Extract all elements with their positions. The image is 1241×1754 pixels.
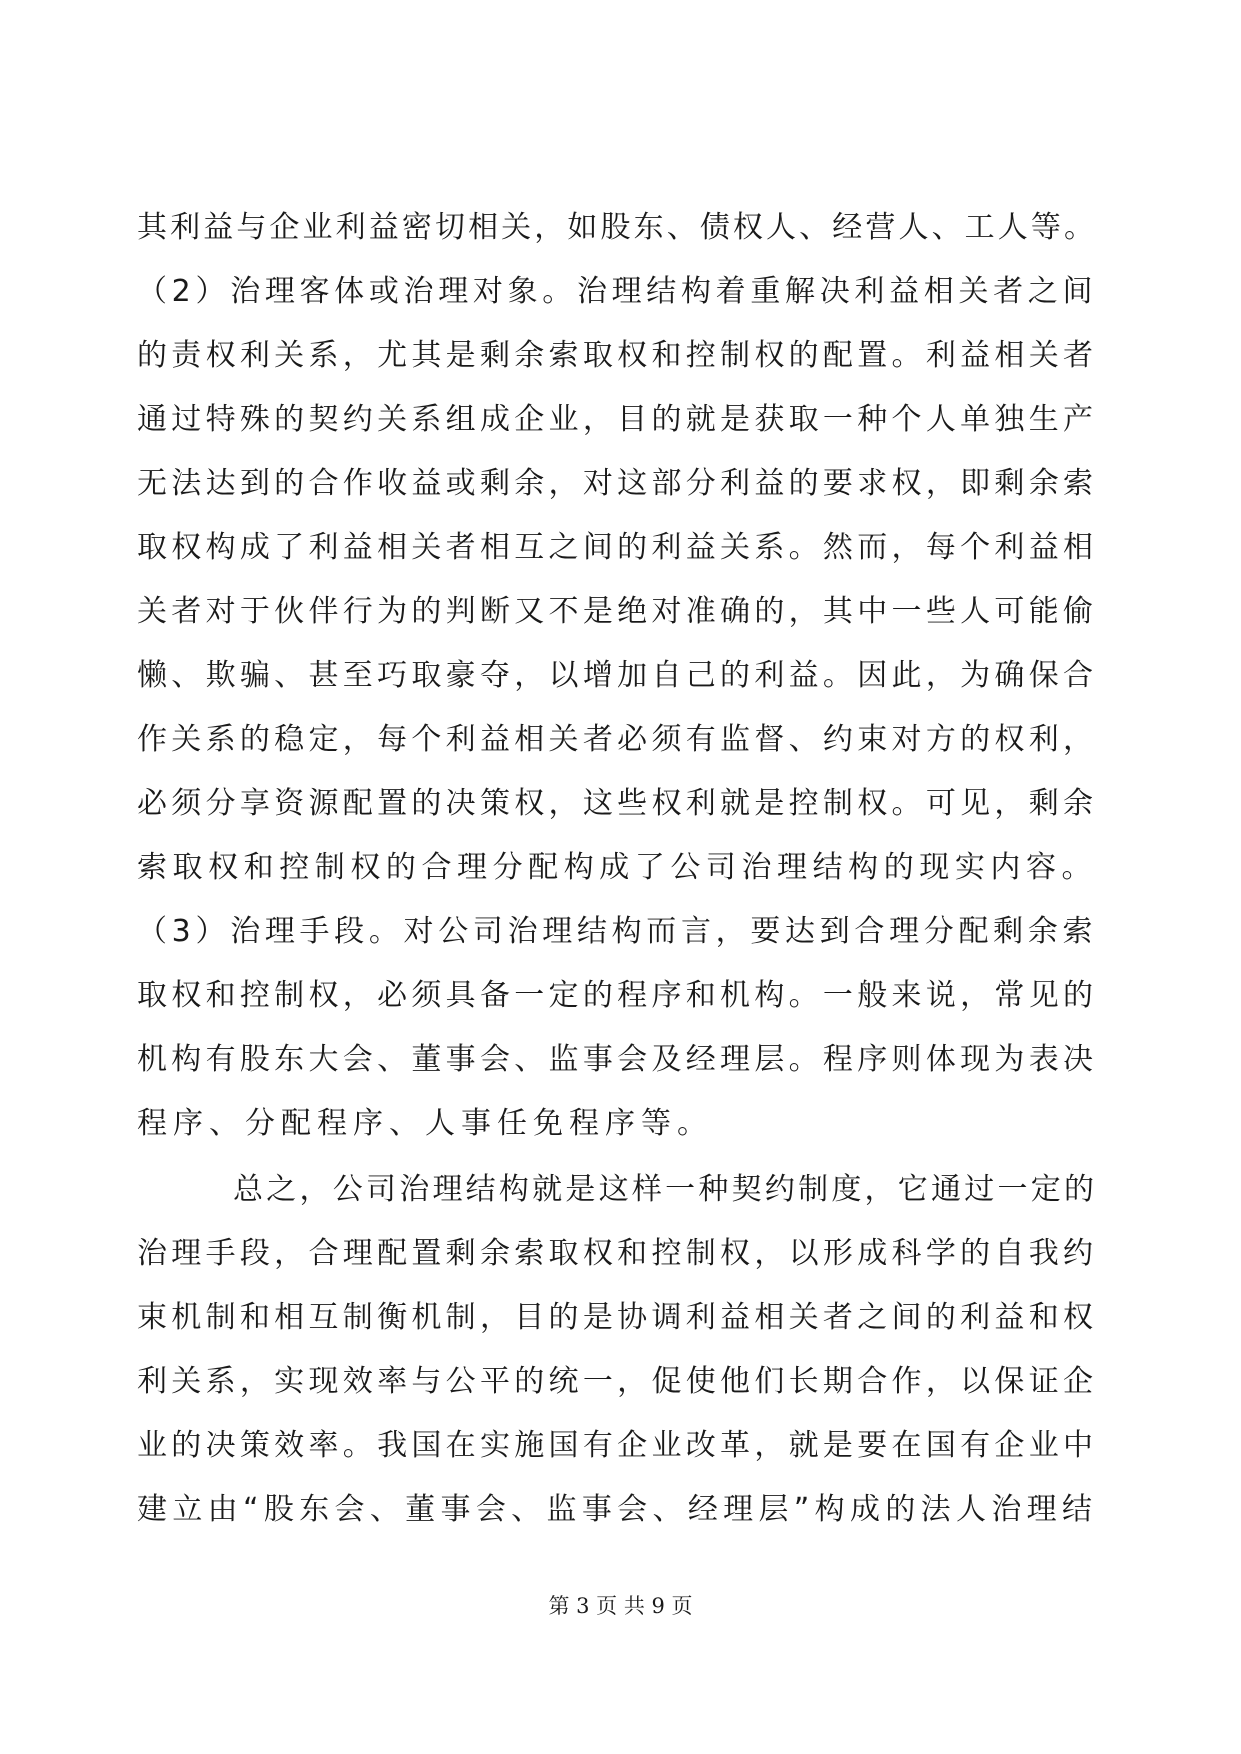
- body-text-line: 取权和控制权，必须具备一定的程序和机构。一般来说，常见的: [137, 978, 1097, 1013]
- body-text-line: 取权构成了利益相关者相互之间的利益关系。然而，每个利益相: [137, 530, 1097, 565]
- body-text-line: 懒、欺骗、甚至巧取豪夺，以增加自己的利益。因此，为确保合: [137, 658, 1097, 693]
- body-text-line: 索取权和控制权的合理分配构成了公司治理结构的现实内容。: [137, 850, 1097, 885]
- body-text-line: 无法达到的合作收益或剩余，对这部分利益的要求权，即剩余索: [137, 466, 1097, 501]
- body-text-line: 通过特殊的契约关系组成企业，目的就是获取一种个人单独生产: [137, 402, 1097, 437]
- body-text-line: 其利益与企业利益密切相关，如股东、债权人、经营人、工人等。: [137, 210, 1097, 245]
- body-text-line: 利关系，实现效率与公平的统一，促使他们长期合作，以保证企: [137, 1364, 1097, 1399]
- paragraph-first-line: 总之，公司治理结构就是这样一种契约制度，它通过一定的: [233, 1172, 1097, 1207]
- body-text-line: 业的决策效率。我国在实施国有企业改革，就是要在国有企业中: [137, 1428, 1097, 1463]
- body-text-line: （2）治理客体或治理对象。治理结构着重解决利益相关者之间: [137, 274, 1097, 309]
- body-text-line: 束机制和相互制衡机制，目的是协调利益相关者之间的利益和权: [137, 1300, 1097, 1335]
- body-text-line: 建立由“股东会、董事会、监事会、经理层”构成的法人治理结: [137, 1492, 1097, 1527]
- body-text-line: （3）治理手段。对公司治理结构而言，要达到合理分配剩余索: [137, 914, 1097, 949]
- body-text-line: 治理手段，合理配置剩余索取权和控制权，以形成科学的自我约: [137, 1236, 1097, 1271]
- body-text-line: 的责权利关系，尤其是剩余索取权和控制权的配置。利益相关者: [137, 338, 1097, 373]
- body-text-line: 必须分享资源配置的决策权，这些权利就是控制权。可见，剩余: [137, 786, 1097, 821]
- body-text-line: 关者对于伙伴行为的判断又不是绝对准确的，其中一些人可能偷: [137, 594, 1097, 629]
- body-text-line: 机构有股东大会、董事会、监事会及经理层。程序则体现为表决: [137, 1042, 1097, 1077]
- page-number-footer: 第 3 页 共 9 页: [548, 1594, 693, 1618]
- body-text-line: 程序、分配程序、人事任免程序等。: [137, 1106, 713, 1141]
- body-text-line: 作关系的稳定，每个利益相关者必须有监督、约束对方的权利，: [137, 722, 1097, 757]
